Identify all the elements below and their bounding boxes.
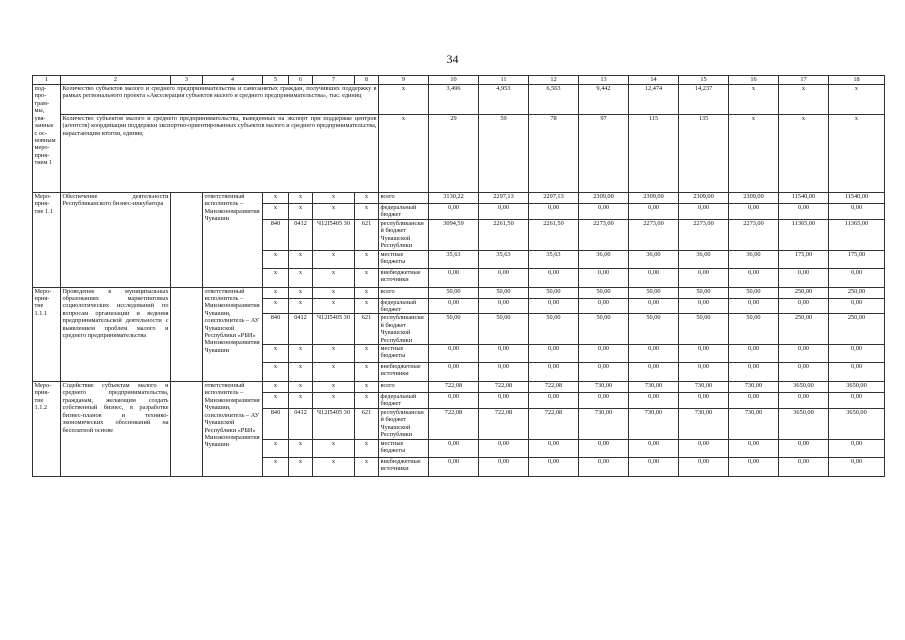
indicator-value: 9,442 <box>579 85 629 115</box>
indicator-value: 14,237 <box>679 85 729 115</box>
funding-value: 50,00 <box>629 287 679 298</box>
funding-value: 50,00 <box>429 287 479 298</box>
funding-value: 730,00 <box>629 408 679 439</box>
funding-value: 0,00 <box>529 268 579 287</box>
indicator-row <box>33 85 885 115</box>
funding-value: 50,00 <box>429 314 479 345</box>
funding-source: всего <box>379 193 429 204</box>
measure-empty-cell <box>171 382 203 477</box>
section-code: x <box>289 250 313 268</box>
funding-source: всего <box>379 382 429 393</box>
funding-value: 0,00 <box>729 345 779 363</box>
funding-value: 175,00 <box>779 250 829 268</box>
funding-value: 35,63 <box>479 250 529 268</box>
funding-value: 0,00 <box>629 345 679 363</box>
funding-value: 0,00 <box>629 363 679 382</box>
funding-value: 250,00 <box>779 314 829 345</box>
indicator-value: 59 <box>479 115 529 193</box>
column-number: 14 <box>629 76 679 85</box>
target-article-code: Ч12I5405 30 <box>313 314 355 345</box>
indicator-value: 29 <box>429 115 479 193</box>
grbs-code: x <box>263 363 289 382</box>
funding-value: 0,00 <box>529 393 579 409</box>
table-header-row <box>33 76 885 85</box>
expense-type-code: x <box>355 439 379 457</box>
target-article-code: Ч12I5405 30 <box>313 408 355 439</box>
section-code: 0412 <box>289 219 313 250</box>
funding-value: 36,00 <box>729 250 779 268</box>
section-code: x <box>289 393 313 409</box>
grbs-code: x <box>263 382 289 393</box>
indicator-value: x <box>829 85 885 115</box>
funding-value: 0,00 <box>679 439 729 457</box>
funding-value: 0,00 <box>679 204 729 220</box>
funding-value: 0,00 <box>579 268 629 287</box>
funding-value: 3650,00 <box>829 382 885 393</box>
funding-value: 0,00 <box>629 393 679 409</box>
funding-value: 0,00 <box>829 268 885 287</box>
grbs-code: 840 <box>263 219 289 250</box>
section-code: x <box>289 345 313 363</box>
funding-value: 0,00 <box>429 204 479 220</box>
column-number: 7 <box>313 76 355 85</box>
grbs-code: x <box>263 457 289 476</box>
target-article-code: x <box>313 393 355 409</box>
funding-value: 50,00 <box>729 314 779 345</box>
expense-type-code: x <box>355 193 379 204</box>
column-number: 13 <box>579 76 629 85</box>
funding-value: 0,00 <box>429 439 479 457</box>
funding-value: 730,00 <box>629 382 679 393</box>
funding-value: 730,00 <box>679 382 729 393</box>
grbs-code: x <box>263 204 289 220</box>
funding-value: 0,00 <box>779 393 829 409</box>
funding-value: 722,08 <box>529 382 579 393</box>
funding-value: 35,63 <box>429 250 479 268</box>
funding-value: 0,00 <box>729 439 779 457</box>
funding-value: 3094,59 <box>429 219 479 250</box>
funding-value: 0,00 <box>429 298 479 314</box>
funding-value: 250,00 <box>829 287 885 298</box>
column-number: 15 <box>679 76 729 85</box>
funding-value: 0,00 <box>629 268 679 287</box>
indicator-value: 135 <box>679 115 729 193</box>
target-article-code: x <box>313 363 355 382</box>
funding-value: 50,00 <box>579 287 629 298</box>
funding-source: республиканский бюджет Чувашской Республики <box>379 219 429 250</box>
grbs-code: 840 <box>263 408 289 439</box>
grbs-code: x <box>263 250 289 268</box>
target-article-code: x <box>313 250 355 268</box>
expense-type-code: x <box>355 363 379 382</box>
funding-value: 2297,13 <box>529 193 579 204</box>
funding-value: 0,00 <box>629 298 679 314</box>
measure-responsible: ответственный исполнитель – Минэкономразвития Чувашии, соисполнитель – АУ Чувашской Республики «РБИ» Минэкономразвития Чувашии <box>203 287 263 382</box>
column-number: 1 <box>33 76 61 85</box>
target-article-code: x <box>313 439 355 457</box>
column-number: 2 <box>61 76 171 85</box>
funding-value: 0,00 <box>629 439 679 457</box>
funding-value: 2273,00 <box>629 219 679 250</box>
measure-label: Меро- прия- тие 1.1 <box>33 193 61 288</box>
column-number: 18 <box>829 76 885 85</box>
funding-value: 0,00 <box>629 457 679 476</box>
indicator-value: x <box>779 115 829 193</box>
program-table <box>32 75 885 477</box>
funding-value: 11540,00 <box>829 193 885 204</box>
funding-value: 730,00 <box>579 408 629 439</box>
indicator-text: Количество субъектов малого и среднего предпринимательства и самозанятых граждан, получивших поддержку в рамках регионального проекта «Акселерация субъектов малого и среднего предпринимательства», тыс. единиц <box>61 85 379 115</box>
funding-value: 2261,50 <box>529 219 579 250</box>
section-code: x <box>289 287 313 298</box>
expense-type-code: x <box>355 287 379 298</box>
funding-value: 0,00 <box>779 298 829 314</box>
grbs-code: x <box>263 287 289 298</box>
target-article-code: x <box>313 457 355 476</box>
section-code: x <box>289 204 313 220</box>
funding-value: 0,00 <box>479 457 529 476</box>
grbs-code: x <box>263 193 289 204</box>
funding-value: 250,00 <box>829 314 885 345</box>
funding-value: 0,00 <box>429 457 479 476</box>
funding-value: 730,00 <box>579 382 629 393</box>
section-code: 0412 <box>289 314 313 345</box>
funding-value: 0,00 <box>729 393 779 409</box>
column-number: 5 <box>263 76 289 85</box>
funding-value: 2309,00 <box>729 193 779 204</box>
expense-type-code: x <box>355 204 379 220</box>
indicator-value: 115 <box>629 115 679 193</box>
funding-value: 0,00 <box>729 363 779 382</box>
funding-source: республиканский бюджет Чувашской Республики <box>379 314 429 345</box>
funding-value: 0,00 <box>729 204 779 220</box>
funding-value: 0,00 <box>579 439 629 457</box>
funding-value: 0,00 <box>779 457 829 476</box>
funding-value: 0,00 <box>779 204 829 220</box>
measure-title: Обеспечение деятельности Республиканского бизнес-инкубатора <box>61 193 171 288</box>
funding-value: 0,00 <box>829 393 885 409</box>
column-number: 10 <box>429 76 479 85</box>
funding-value: 722,08 <box>479 382 529 393</box>
target-article-code: x <box>313 268 355 287</box>
funding-value: 0,00 <box>529 457 579 476</box>
expense-type-code: x <box>355 345 379 363</box>
funding-value: 0,00 <box>579 457 629 476</box>
funding-value: 0,00 <box>529 204 579 220</box>
target-article-code: x <box>313 345 355 363</box>
funding-value: 0,00 <box>829 457 885 476</box>
funding-value: 2297,13 <box>479 193 529 204</box>
funding-value: 50,00 <box>479 287 529 298</box>
indicator-value: x <box>829 115 885 193</box>
section-code: x <box>289 457 313 476</box>
column-number: 4 <box>203 76 263 85</box>
indicator-value: x <box>729 85 779 115</box>
funding-value: 36,00 <box>679 250 729 268</box>
funding-value: 2309,00 <box>679 193 729 204</box>
funding-value: 50,00 <box>679 287 729 298</box>
expense-type-code: x <box>355 298 379 314</box>
funding-value: 0,00 <box>579 298 629 314</box>
funding-value: 0,00 <box>579 204 629 220</box>
funding-value: 722,08 <box>479 408 529 439</box>
expense-type-code: x <box>355 393 379 409</box>
indicator-value: 12,474 <box>629 85 679 115</box>
funding-value: 50,00 <box>529 314 579 345</box>
funding-source: внебюджетные источники <box>379 363 429 382</box>
indicator-marker: x <box>379 85 429 115</box>
funding-value: 3650,00 <box>779 408 829 439</box>
funding-value: 730,00 <box>729 408 779 439</box>
funding-value: 0,00 <box>829 204 885 220</box>
measure-label: Меро- прия- тие 1.1.1 <box>33 287 61 382</box>
column-number: 9 <box>379 76 429 85</box>
funding-value: 0,00 <box>679 298 729 314</box>
funding-value: 0,00 <box>629 204 679 220</box>
funding-value: 2273,00 <box>679 219 729 250</box>
funding-value: 0,00 <box>779 439 829 457</box>
grbs-code: x <box>263 345 289 363</box>
column-number: 8 <box>355 76 379 85</box>
funding-value: 35,63 <box>529 250 579 268</box>
funding-value: 50,00 <box>479 314 529 345</box>
measure-empty-cell <box>171 287 203 382</box>
measure-responsible: ответственный исполнитель – Минэкономразвития Чувашии, соисполнитель – АУ Чувашской Республики «РБИ» Минэкономразвития Чувашии <box>203 382 263 477</box>
funding-row <box>33 382 885 393</box>
indicator-value: 78 <box>529 115 579 193</box>
funding-value: 0,00 <box>729 457 779 476</box>
section-code: x <box>289 363 313 382</box>
target-article-code: x <box>313 287 355 298</box>
funding-value: 0,00 <box>679 268 729 287</box>
indicator-row <box>33 115 885 193</box>
funding-value: 0,00 <box>829 363 885 382</box>
funding-value: 250,00 <box>779 287 829 298</box>
funding-source: федеральный бюджет <box>379 298 429 314</box>
funding-value: 2309,00 <box>629 193 679 204</box>
target-article-code: Ч12I5405 30 <box>313 219 355 250</box>
funding-value: 11365,00 <box>779 219 829 250</box>
funding-value: 722,08 <box>529 408 579 439</box>
funding-value: 50,00 <box>629 314 679 345</box>
funding-value: 0,00 <box>679 345 729 363</box>
funding-value: 0,00 <box>429 345 479 363</box>
indicator-value: 6,563 <box>529 85 579 115</box>
funding-value: 0,00 <box>829 439 885 457</box>
funding-source: внебюджетные источники <box>379 268 429 287</box>
column-number: 3 <box>171 76 203 85</box>
funding-value: 0,00 <box>479 439 529 457</box>
funding-source: всего <box>379 287 429 298</box>
measure-title: Содействие субъектам малого и среднего предпринимательства, гражданам, желающим создать собственный бизнес, в разработке бизнес-планов и технико-экономических обоснований на бесплатной основе <box>61 382 171 477</box>
grbs-code: x <box>263 393 289 409</box>
funding-source: внебюджетные источники <box>379 457 429 476</box>
funding-source: республиканский бюджет Чувашской Республики <box>379 408 429 439</box>
measure-responsible: ответственный исполнитель – Минэкономразвития Чувашии <box>203 193 263 288</box>
expense-type-code: x <box>355 250 379 268</box>
funding-value: 0,00 <box>729 298 779 314</box>
funding-value: 0,00 <box>679 363 729 382</box>
funding-value: 0,00 <box>829 345 885 363</box>
section-code: x <box>289 439 313 457</box>
funding-value: 0,00 <box>529 439 579 457</box>
funding-value: 3650,00 <box>829 408 885 439</box>
expense-type-code: x <box>355 268 379 287</box>
expense-type-code: x <box>355 382 379 393</box>
funding-row <box>33 193 885 204</box>
funding-value: 3130,22 <box>429 193 479 204</box>
column-number: 17 <box>779 76 829 85</box>
funding-value: 730,00 <box>679 408 729 439</box>
funding-value: 722,08 <box>429 408 479 439</box>
funding-value: 3650,00 <box>779 382 829 393</box>
funding-value: 0,00 <box>529 298 579 314</box>
expense-type-code: 621 <box>355 219 379 250</box>
measure-label: Меро- прия- тие 1.1.2 <box>33 382 61 477</box>
funding-value: 0,00 <box>729 268 779 287</box>
funding-value: 0,00 <box>479 298 529 314</box>
funding-value: 0,00 <box>779 363 829 382</box>
funding-value: 730,00 <box>729 382 779 393</box>
funding-value: 50,00 <box>579 314 629 345</box>
measure-empty-cell <box>171 193 203 288</box>
funding-row <box>33 287 885 298</box>
funding-value: 2273,00 <box>579 219 629 250</box>
target-article-code: x <box>313 382 355 393</box>
column-number: 11 <box>479 76 529 85</box>
funding-value: 0,00 <box>579 393 629 409</box>
expense-type-code: 621 <box>355 314 379 345</box>
page-number: 34 <box>446 52 459 66</box>
target-article-code: x <box>313 204 355 220</box>
funding-value: 0,00 <box>579 345 629 363</box>
funding-value: 0,00 <box>829 298 885 314</box>
funding-value: 50,00 <box>729 287 779 298</box>
funding-value: 11365,00 <box>829 219 885 250</box>
funding-source: местные бюджеты <box>379 345 429 363</box>
indicator-value: 3,496 <box>429 85 479 115</box>
funding-value: 0,00 <box>529 345 579 363</box>
section-code: x <box>289 268 313 287</box>
funding-value: 0,00 <box>779 345 829 363</box>
grbs-code: x <box>263 298 289 314</box>
funding-value: 50,00 <box>679 314 729 345</box>
column-number: 16 <box>729 76 779 85</box>
funding-source: федеральный бюджет <box>379 393 429 409</box>
funding-value: 0,00 <box>479 204 529 220</box>
funding-value: 0,00 <box>679 393 729 409</box>
funding-value: 175,00 <box>829 250 885 268</box>
funding-value: 0,00 <box>529 363 579 382</box>
target-article-code: x <box>313 298 355 314</box>
target-article-code: x <box>313 193 355 204</box>
funding-value: 0,00 <box>479 345 529 363</box>
funding-source: местные бюджеты <box>379 250 429 268</box>
funding-value: 722,08 <box>429 382 479 393</box>
funding-value: 0,00 <box>479 268 529 287</box>
funding-value: 2273,00 <box>729 219 779 250</box>
funding-value: 0,00 <box>429 268 479 287</box>
funding-value: 0,00 <box>479 393 529 409</box>
section-code: x <box>289 382 313 393</box>
funding-value: 2261,50 <box>479 219 529 250</box>
section-code: 0412 <box>289 408 313 439</box>
funding-value: 0,00 <box>679 457 729 476</box>
funding-value: 0,00 <box>479 363 529 382</box>
section-code: x <box>289 298 313 314</box>
grbs-code: x <box>263 439 289 457</box>
section-code: x <box>289 193 313 204</box>
column-number: 12 <box>529 76 579 85</box>
funding-value: 11540,00 <box>779 193 829 204</box>
funding-value: 0,00 <box>779 268 829 287</box>
funding-value: 0,00 <box>579 363 629 382</box>
funding-value: 50,00 <box>529 287 579 298</box>
expense-type-code: x <box>355 457 379 476</box>
indicator-value: x <box>779 85 829 115</box>
indicator-value: 97 <box>579 115 629 193</box>
funding-value: 2309,00 <box>579 193 629 204</box>
funding-value: 0,00 <box>429 363 479 382</box>
indicator-value: 4,953 <box>479 85 529 115</box>
grbs-code: 840 <box>263 314 289 345</box>
indicator-marker: x <box>379 115 429 193</box>
funding-source: местные бюджеты <box>379 439 429 457</box>
funding-value: 36,00 <box>629 250 679 268</box>
indicator-value: x <box>729 115 779 193</box>
indicator-text: Количество субъектов малого и среднего предпринимательства, выведенных на экспорт при поддержке центров (агентств) координации поддержки экспортно-ориентированных субъектов малого и среднего предпринимательства, нарастающим итогом, единиц <box>61 115 379 193</box>
grbs-code: x <box>263 268 289 287</box>
funding-source: федеральный бюджет <box>379 204 429 220</box>
column-number: 6 <box>289 76 313 85</box>
measure-title: Проведение в муниципальных образованиях маркетинговых социологических исследований по вопросам организации и ведения предпринимательской деятельности с выявлением проблем малого и среднего предпринимательства <box>61 287 171 382</box>
funding-value: 0,00 <box>429 393 479 409</box>
expense-type-code: 621 <box>355 408 379 439</box>
subprogram-label: под- про- грам- мы, увя- занные с ос- новным меро- прия- тием 1 <box>33 85 61 193</box>
funding-value: 36,00 <box>579 250 629 268</box>
